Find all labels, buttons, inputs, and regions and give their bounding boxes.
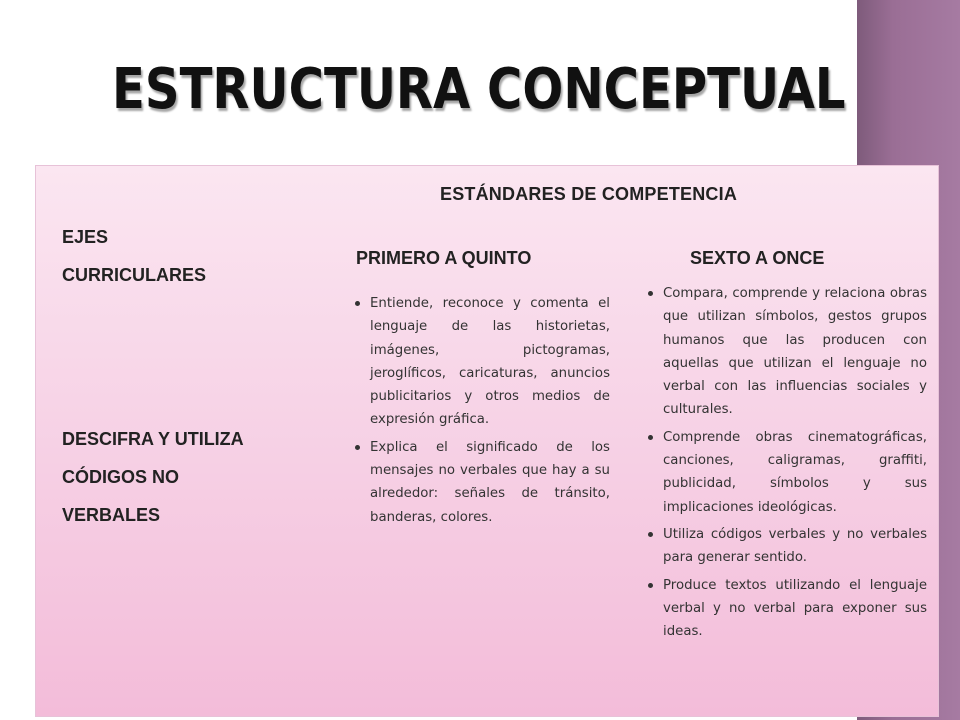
bullet-icon — [355, 301, 360, 306]
ejes-label-line-2: CURRICULARES — [62, 265, 206, 285]
list-item — [648, 574, 927, 644]
list-item — [355, 436, 610, 529]
list-item-text: Comprende obras cinematográficas, canciones, caligramas, graffiti, publicidad, símbolos y sus implicaciones ideológicas. — [663, 429, 927, 515]
bullet-icon — [355, 445, 360, 450]
slide-title: ESTRUCTURA CONCEPTUAL — [112, 57, 846, 122]
list-item-text: Explica el significado de los mensajes no verbales que hay a su alrededor: señales de tránsito, banderas, colores. — [370, 439, 610, 525]
descifra-line-1: DESCIFRA Y UTILIZA — [62, 429, 244, 449]
bullet-icon — [648, 532, 653, 537]
descifra-line-3: VERBALES — [62, 505, 161, 525]
sexto-bullet-list — [648, 282, 927, 647]
list-item — [648, 282, 927, 422]
bullet-icon — [648, 435, 653, 440]
column-header-primero: PRIMERO A QUINTO — [356, 248, 532, 268]
list-item-text: Entiende, reconoce y comenta el lenguaje de las historietas, imágenes, pictogramas, jeroglíficos, caricaturas, anuncios publicitarios y otros medios de expresión gráfica. — [370, 296, 610, 428]
column-header-sexto: SEXTO A ONCE — [690, 248, 825, 268]
descifra-line-2: CÓDIGOS NO — [62, 467, 180, 487]
bullet-icon — [648, 583, 653, 588]
bullet-icon — [648, 291, 653, 296]
list-item — [355, 292, 610, 432]
standards-header: ESTÁNDARES DE COMPETENCIA — [440, 184, 738, 204]
ejes-label-line-1: EJES — [62, 227, 109, 247]
list-item-text: Produce textos utilizando el lenguaje verbal y no verbal para exponer sus ideas. — [663, 577, 927, 640]
list-item — [648, 426, 927, 519]
primero-bullet-list — [355, 292, 610, 533]
list-item-text: Compara, comprende y relaciona obras que utilizan símbolos, gestos grupos humanos que las producen con aquellas que utilizan el lenguaje no verbal con las influencias sociales y culturales. — [663, 286, 927, 418]
ejes-curriculares-label — [62, 218, 322, 294]
list-item — [648, 523, 927, 570]
list-item-text: Utiliza códigos verbales y no verbales para generar sentido. — [663, 526, 927, 566]
axis-descifra-label — [62, 420, 332, 534]
